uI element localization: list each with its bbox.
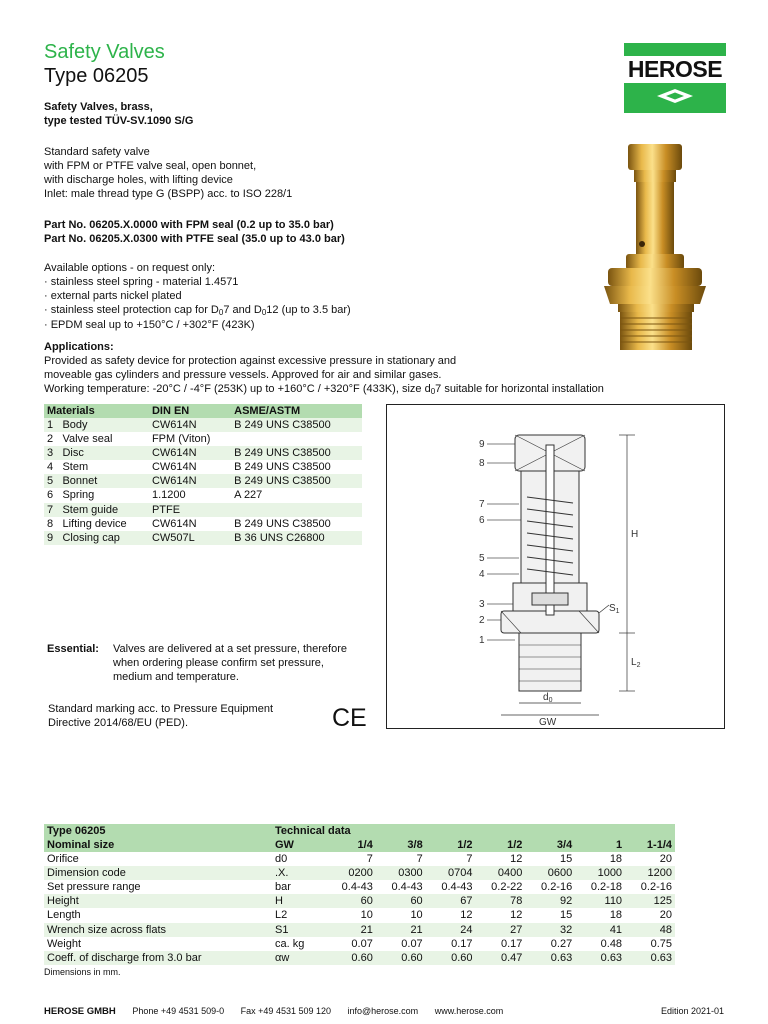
footer-phone: Phone +49 4531 509-0 <box>132 1006 225 1016</box>
page-title: Safety Valves <box>44 41 165 63</box>
table-row: 8 Lifting device CW614N B 249 UNS C38500 <box>44 517 362 531</box>
ce-mark-icon <box>332 704 368 730</box>
svg-text:CE: CE <box>332 704 367 730</box>
footer-company: HEROSE GMBH <box>44 1006 116 1017</box>
dim-s1-label: $S_1$ <box>609 603 620 615</box>
table-row: Nominal size GW 1/4 3/8 1/2 1/2 3/4 1 1-1/4 <box>44 838 675 852</box>
asme-astm-header: ASME/ASTM <box>231 404 362 418</box>
table-row: Coeff. of discharge from 3.0 bar αw 0.60 0.60 0.60 0.47 0.63 0.63 0.63 <box>44 951 675 965</box>
footer-fax: Fax +49 4531 509 120 <box>240 1006 331 1016</box>
table-row: 1 Body CW614N B 249 UNS C38500 <box>44 418 362 432</box>
table-row <box>44 965 675 979</box>
din-en-header: DIN EN <box>149 404 231 418</box>
footer-website[interactable]: www.herose.com <box>434 1006 504 1016</box>
type-header: Type 06205 <box>44 824 272 838</box>
table-row: 9 Closing cap CW507L B 36 UNS C26800 <box>44 531 362 545</box>
available-options: Available options - on request only: · stainless steel spring - material 1.4571 · external parts nickel plated · stainless steel protection cap for $D_07$ and $D_012$ (up to 3.5 bar) · EPDM seal up to +150°C / +302°F (423K) <box>44 262 351 332</box>
cross-section-drawing <box>386 404 725 729</box>
materials-table <box>44 404 362 545</box>
label-5: 5 <box>479 553 485 564</box>
dimensions-note: Dimensions in mm. <box>44 967 121 977</box>
dim-gw-label: GW <box>539 717 557 728</box>
dim-h-label: H <box>631 529 639 540</box>
footer <box>44 1006 724 1018</box>
product-description: Standard safety valve with FPM or PTFE valve seal, open bonnet, with discharge holes, with lifting device Inlet: male thread type G (BSPP) acc. to ISO 228/1 <box>44 146 293 201</box>
materials-header: Materials <box>44 404 149 418</box>
table-row: 4 Stem CW614N B 249 UNS C38500 <box>44 460 362 474</box>
footer-edition: Edition 2021-01 <box>660 1006 724 1016</box>
essential-text: Valves are delivered at a set pressure, therefore when ordering please confirm set pressure, medium and temperature. <box>113 643 347 684</box>
footer-email[interactable]: info@herose.com <box>347 1006 419 1016</box>
label-4: 4 <box>479 569 485 580</box>
label-1: 1 <box>479 635 485 646</box>
logo-emblem-icon <box>655 87 695 105</box>
dim-d0-label: $d_0$ <box>543 692 553 704</box>
dim-l2-label: $L_2$ <box>631 657 641 669</box>
table-row: Length L2 10 10 12 12 15 18 20 <box>44 908 675 922</box>
table-row: Wrench size across flats S1 21 21 24 27 32 41 48 <box>44 923 675 937</box>
valve-photo <box>600 138 718 356</box>
table-row: Orifice d0 7 7 7 12 15 18 20 <box>44 852 675 866</box>
page-subtitle: Type 06205 <box>44 65 149 87</box>
table-row: Height H 60 60 67 78 92 110 125 <box>44 894 675 908</box>
label-9: 9 <box>479 439 485 450</box>
label-7: 7 <box>479 499 485 510</box>
label-6: 6 <box>479 515 485 526</box>
table-row: Set pressure range bar 0.4-43 0.4-43 0.4-43 0.2-22 0.2-16 0.2-18 0.2-16 <box>44 880 675 894</box>
part-numbers: Part No. 06205.X.0000 with FPM seal (0.2 up to 35.0 bar) Part No. 06205.X.0300 with PTFE seal (35.0 up to 43.0 bar) <box>44 219 345 246</box>
table-row: 5 Bonnet CW614N B 249 UNS C38500 <box>44 474 362 488</box>
materials-header-row <box>44 404 362 418</box>
herose-logo <box>624 43 726 113</box>
table-row: 3 Disc CW614N B 249 UNS C38500 <box>44 446 362 460</box>
label-3: 3 <box>479 599 485 610</box>
label-8: 8 <box>479 458 485 469</box>
valve-section-diagram <box>387 405 724 728</box>
technical-header-row <box>44 824 675 838</box>
table-row: 7 Stem guide PTFE <box>44 503 362 517</box>
table-row: Dimension code .X. 0200 0300 0704 0400 0600 1000 1200 <box>44 866 675 880</box>
product-subheading: Safety Valves, brass, type tested TÜV-SV.1090 S/G <box>44 101 194 128</box>
table-row: 6 Spring 1.1200 A 227 <box>44 488 362 502</box>
table-row: Weight ca. kg 0.07 0.07 0.17 0.17 0.27 0.48 0.75 <box>44 937 675 951</box>
table-row: 2 Valve seal FPM (Viton) <box>44 432 362 446</box>
applications: Applications: Provided as safety device for protection against excessive pressure in stationary and moveable gas cylinders and pressure vessels. Approved for air and similar gases. Working temperature: -20°C / -4°F (253K) up to +160°C / +320°F (433K), size $d_07$ suitable for horizontal installation <box>44 341 604 397</box>
ped-marking-text: Standard marking acc. to Pressure Equipment Directive 2014/68/EU (PED). <box>48 703 274 730</box>
logo-wordmark: HEROSE <box>624 56 726 83</box>
technical-data-header: Technical data <box>272 824 675 838</box>
technical-data-table <box>44 824 675 979</box>
label-2: 2 <box>479 615 485 626</box>
essential-label: Essential: <box>47 643 99 655</box>
